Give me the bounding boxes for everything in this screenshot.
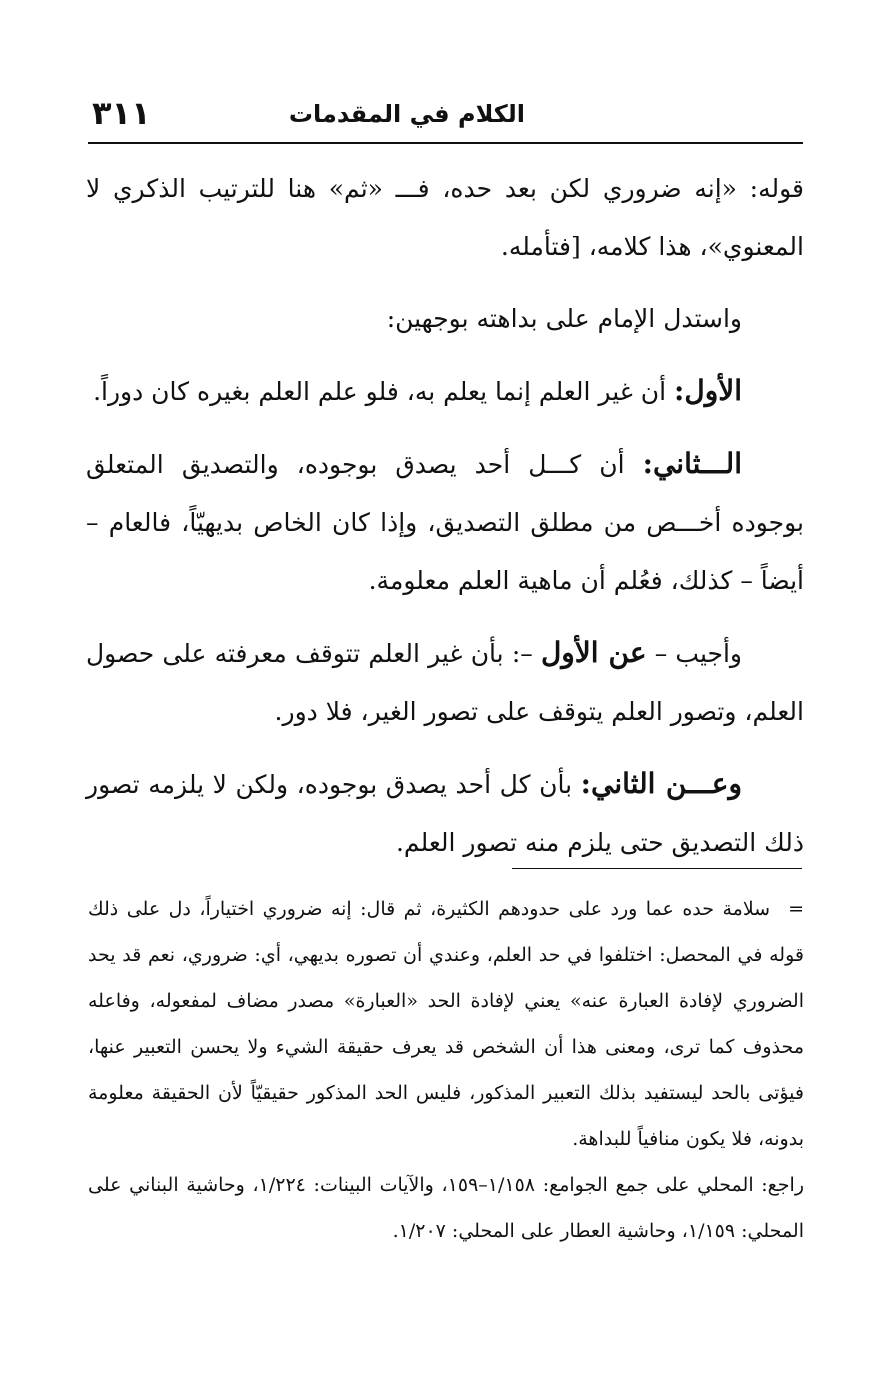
paragraph-6-text: بأن كل أحد يصدق بوجوده، ولكن لا يلزمه تصور ذلك التصديق حتى يلزم منه تصور العلم. (86, 770, 804, 857)
paragraph-5 (86, 624, 804, 741)
paragraph-5-lead: عن الأول (540, 636, 647, 669)
paragraph-5-pre: وأجيب – (646, 639, 742, 668)
footnote-divider (512, 868, 802, 869)
paragraph-2: واستدل الإمام على بداهته بوجهين: (386, 304, 742, 333)
footnote-continuation-mark: = (788, 898, 804, 920)
paragraph-3-lead: الأول: (674, 374, 742, 407)
paragraph-4-lead: الـــثاني: (642, 447, 742, 480)
paragraph-4-text: أن كـــل أحد يصدق بوجوده، والتصديق المتعلق بوجوده أخـــص من مطلق التصديق، وإذا كان الخاص بديهيّاً، فالعام – أيضاً – كذلك، فعُلم أن ماهية العلم معلومة. (86, 450, 804, 595)
paragraph-5-text: –: بأن غير العلم تتوقف معرفته على حصول العلم، وتصور العلم يتوقف على تصور الغير، فلا دور. (86, 639, 804, 726)
paragraph-1: قوله: «إنه ضروري لكن بعد حده، فـــ «ثم» هنا للترتيب الذكري لا المعنوي»، هذا كلامه، [فتأمله. (86, 174, 804, 261)
footnote-2: راجع: المحلي على جمع الجوامع: ١/١٥٨–١٥٩، والآيات البينات: ١/٢٢٤، وحاشية البناني على المحلي: ١/١٥٩، وحاشية العطار على المحلي: ١/٢٠٧. (88, 1174, 804, 1242)
footnote-1-text: سلامة حده عما ورد على حدودهم الكثيرة، ثم قال: إنه ضروري اختياراً، دل على ذلك قوله في المحصل: اختلفوا في حد العلم، وعندي أن تصوره بديهي، أي: ضروري، نعم قد يحد الضروري لإفادة العبارة عنه» يعني لإفادة الحد «العبارة» مصدر مضاف لمفعوله، وفاعله محذوف كما ترى، ومعنى هذا أن الشخص قد يعرف حقيقة الشيء ولا يحسن التعبير عنها، فيؤتى بالحد ليستفيد بذلك التعبير المذكور، فليس الحد المذكور حقيقيّاً لأن الحقيقة معلومة بدونه، فلا يكون منافياً للبداهة. (88, 898, 804, 1150)
footnote-1 (88, 886, 804, 1162)
footnotes (88, 886, 804, 1254)
main-text (86, 160, 804, 872)
page-header (88, 92, 803, 144)
page-number: ٣١١ (92, 94, 151, 132)
paragraph-3-text: أن غير العلم إنما يعلم به، فلو علم العلم بغيره كان دوراً. (93, 377, 675, 406)
paragraph-3 (86, 362, 804, 421)
paragraph-6 (86, 755, 804, 872)
paragraph-6-lead: وعـــن الثاني: (580, 767, 742, 800)
paragraph-4 (86, 435, 804, 610)
running-title: الكلام في المقدمات (288, 100, 525, 128)
